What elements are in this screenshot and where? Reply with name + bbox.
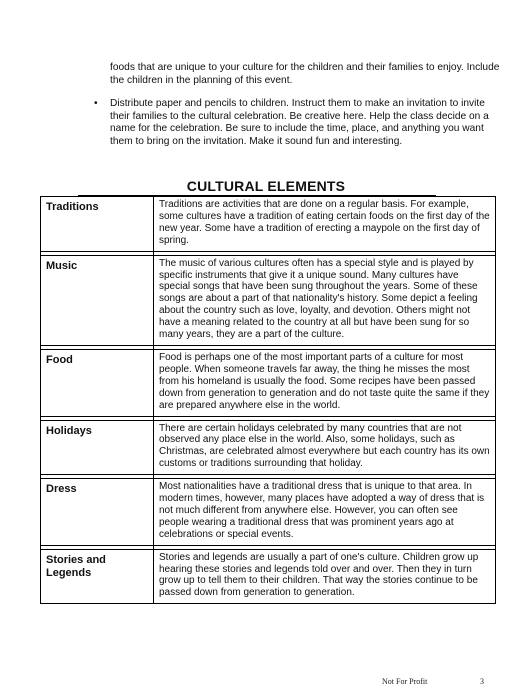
term-cell: Traditions bbox=[41, 197, 154, 252]
table-row-traditions bbox=[41, 197, 496, 252]
table-row-holidays bbox=[41, 420, 496, 475]
table-row-dress bbox=[41, 479, 496, 546]
bullet-mark: • bbox=[94, 98, 98, 109]
table-row-stories-and-legends bbox=[41, 549, 496, 604]
term-cell: Holidays bbox=[41, 420, 154, 475]
description-cell: Food is perhaps one of the most important parts of a culture for most people. When someone travels far away, the thing he misses the most from his homeland is usually the food. Some recipes have been passed down from generation to generation and do not taste quite the same if they are prepared anywhere else in the world. bbox=[154, 349, 496, 416]
cultural-elements-table bbox=[40, 196, 496, 604]
term-cell: Stories and Legends bbox=[41, 549, 154, 604]
description-cell: Traditions are activities that are done on a regular basis. For example, some cultures have a tradition of eating certain foods on the first day of the new year. Some have a tradition of erecting a maypole on the first day of spring. bbox=[154, 197, 496, 252]
page-number: 3 bbox=[480, 677, 484, 686]
footer-note: Not For Profit bbox=[382, 677, 428, 686]
description-cell: Stories and legends are usually a part of one's culture. Children grow up hearing these stories and legends told over and over. Then they in turn grow up to tell them to their children. That way the stories continue to be passed down from generation to generation. bbox=[154, 549, 496, 604]
table-row-food bbox=[41, 349, 496, 416]
description-cell: The music of various cultures often has a special style and is played by specific instruments that give it a unique sound. Many cultures have special songs that have been sung throughout the years. Some of these songs are about a part of that nationality's history. Some depict a feeling about the country such as love, loyalty, and devotion. Others might not have a meaning related to the country at all but have been sung for so many years, they are a part of the culture. bbox=[154, 255, 496, 345]
bullet-text: Distribute paper and pencils to children. Instruct them to make an invitation to invite their families to the cultural celebration. Be creative here. Help the class decide on a name for the celebration. Be sure to include the time, place, and anything you want them to bring on the invitation. Make it sound fun and interesting. bbox=[110, 98, 489, 147]
continued-paragraph: foods that are unique to your culture for the children and their families to enjoy. Include the children in the planning of this event. bbox=[110, 62, 500, 86]
bullet-item-invitation bbox=[94, 98, 504, 148]
description-cell: Most nationalities have a traditional dress that is unique to that area. In modern times, however, many places have adopted a way of dress that is not much different from anywhere else. However, you can often see people wearing a traditional dress that was prominent years ago at celebrations or special events. bbox=[154, 479, 496, 546]
term-cell: Dress bbox=[41, 479, 154, 546]
term-cell: Food bbox=[41, 349, 154, 416]
term-cell: Music bbox=[41, 255, 154, 345]
section-title: CULTURAL ELEMENTS bbox=[186, 178, 346, 194]
description-cell: There are certain holidays celebrated by many countries that are not observed any place else in the world. Also, some holidays, such as Christmas, are celebrated almost everywhere but each country has its own customs or traditions surrounding that holiday. bbox=[154, 420, 496, 475]
table-row-music bbox=[41, 255, 496, 345]
